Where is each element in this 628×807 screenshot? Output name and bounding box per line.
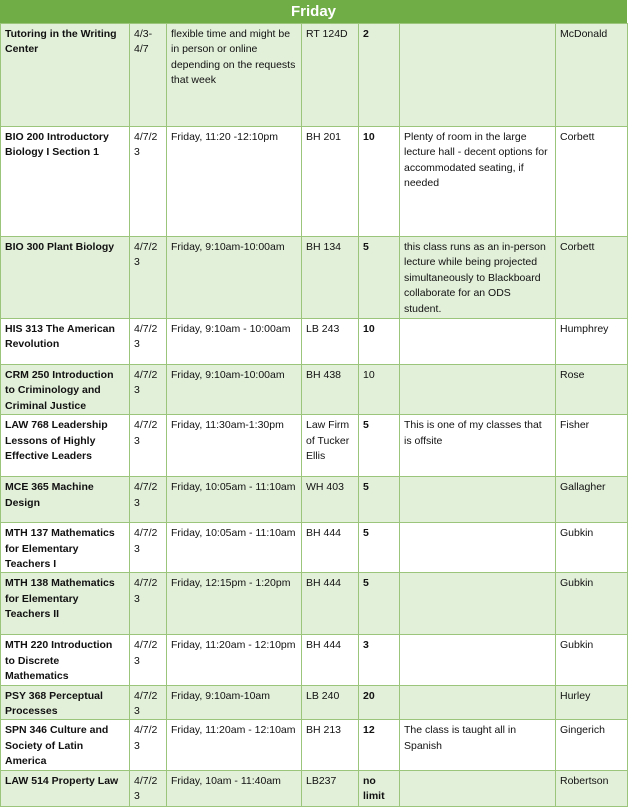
notes-cell xyxy=(400,24,556,127)
instructor-cell: Gubkin xyxy=(556,523,628,573)
date-cell: 4/7/23 xyxy=(130,365,167,415)
time-cell: Friday, 11:30am-1:30pm xyxy=(167,415,302,477)
course-cell: BIO 300 Plant Biology xyxy=(1,237,130,319)
course-cell: MTH 138 Mathematics for Elementary Teachers II xyxy=(1,573,130,635)
instructor-cell: Corbett xyxy=(556,127,628,237)
date-cell: 4/3-4/7 xyxy=(130,24,167,127)
date-cell: 4/7/23 xyxy=(130,477,167,523)
count-cell: 10 xyxy=(359,319,400,365)
instructor-cell: Fisher xyxy=(556,415,628,477)
table-row xyxy=(1,770,628,806)
schedule-body xyxy=(1,24,628,807)
notes-cell: this class runs as an in-person lecture while being projected simultaneously to Blackboard collaborate for an ODS student. xyxy=(400,237,556,319)
time-cell: Friday, 9:10am-10:00am xyxy=(167,365,302,415)
date-cell: 4/7/23 xyxy=(130,720,167,770)
course-cell: LAW 768 Leadership Lessons of Highly Effective Leaders xyxy=(1,415,130,477)
notes-cell xyxy=(400,770,556,806)
table-row xyxy=(1,477,628,523)
time-cell: Friday, 10am - 11:40am xyxy=(167,770,302,806)
room-cell: BH 444 xyxy=(302,635,359,685)
instructor-cell: Gallagher xyxy=(556,477,628,523)
course-cell: CRM 250 Introduction to Criminology and Criminal Justice xyxy=(1,365,130,415)
room-cell: WH 403 xyxy=(302,477,359,523)
course-cell: MTH 220 Introduction to Discrete Mathematics xyxy=(1,635,130,685)
time-cell: Friday, 10:05am - 11:10am xyxy=(167,523,302,573)
time-cell: Friday, 11:20am - 12:10am xyxy=(167,720,302,770)
instructor-cell: Corbett xyxy=(556,237,628,319)
date-cell: 4/7/23 xyxy=(130,415,167,477)
count-cell: 10 xyxy=(359,127,400,237)
time-cell: Friday, 11:20am - 12:10pm xyxy=(167,635,302,685)
table-row xyxy=(1,365,628,415)
table-row xyxy=(1,127,628,237)
instructor-cell: Gubkin xyxy=(556,573,628,635)
count-cell: 2 xyxy=(359,24,400,127)
table-row xyxy=(1,573,628,635)
date-cell: 4/7/23 xyxy=(130,319,167,365)
date-cell: 4/7/23 xyxy=(130,237,167,319)
room-cell: BH 213 xyxy=(302,720,359,770)
count-cell: 5 xyxy=(359,523,400,573)
day-header: Friday xyxy=(0,0,627,23)
table-row xyxy=(1,415,628,477)
date-cell: 4/7/23 xyxy=(130,685,167,720)
instructor-cell: Gubkin xyxy=(556,635,628,685)
time-cell: flexible time and might be in person or online depending on the requests that week xyxy=(167,24,302,127)
date-cell: 4/7/23 xyxy=(130,127,167,237)
count-cell: 5 xyxy=(359,477,400,523)
room-cell: LB237 xyxy=(302,770,359,806)
room-cell: LB 243 xyxy=(302,319,359,365)
course-cell: BIO 200 Introductory Biology I Section 1 xyxy=(1,127,130,237)
table-row xyxy=(1,523,628,573)
room-cell: RT 124D xyxy=(302,24,359,127)
time-cell: Friday, 10:05am - 11:10am xyxy=(167,477,302,523)
time-cell: Friday, 9:10am-10:00am xyxy=(167,237,302,319)
instructor-cell: McDonald xyxy=(556,24,628,127)
room-cell: BH 444 xyxy=(302,573,359,635)
notes-cell: This is one of my classes that is offsite xyxy=(400,415,556,477)
notes-cell xyxy=(400,635,556,685)
instructor-cell: Gingerich xyxy=(556,720,628,770)
room-cell: LB 240 xyxy=(302,685,359,720)
room-cell: BH 134 xyxy=(302,237,359,319)
notes-cell: The class is taught all in Spanish xyxy=(400,720,556,770)
notes-cell xyxy=(400,365,556,415)
course-cell: MTH 137 Mathematics for Elementary Teachers I xyxy=(1,523,130,573)
table-row xyxy=(1,319,628,365)
notes-cell xyxy=(400,573,556,635)
date-cell: 4/7/23 xyxy=(130,523,167,573)
course-cell: LAW 514 Property Law xyxy=(1,770,130,806)
course-cell: PSY 368 Perceptual Processes xyxy=(1,685,130,720)
instructor-cell: Robertson xyxy=(556,770,628,806)
course-cell: HIS 313 The American Revolution xyxy=(1,319,130,365)
room-cell: BH 438 xyxy=(302,365,359,415)
course-cell: Tutoring in the Writing Center xyxy=(1,24,130,127)
table-row xyxy=(1,635,628,685)
room-cell: Law Firm of Tucker Ellis xyxy=(302,415,359,477)
time-cell: Friday, 11:20 -12:10pm xyxy=(167,127,302,237)
notes-cell: Plenty of room in the large lecture hall - decent options for accommodated seating, if needed xyxy=(400,127,556,237)
room-cell: BH 444 xyxy=(302,523,359,573)
instructor-cell: Rose xyxy=(556,365,628,415)
count-cell: 12 xyxy=(359,720,400,770)
notes-cell xyxy=(400,685,556,720)
date-cell: 4/7/23 xyxy=(130,770,167,806)
notes-cell xyxy=(400,523,556,573)
count-cell: 10 xyxy=(359,365,400,415)
table-row xyxy=(1,24,628,127)
time-cell: Friday, 12:15pm - 1:20pm xyxy=(167,573,302,635)
count-cell: 20 xyxy=(359,685,400,720)
table-row xyxy=(1,720,628,770)
date-cell: 4/7/23 xyxy=(130,635,167,685)
date-cell: 4/7/23 xyxy=(130,573,167,635)
count-cell: no limit xyxy=(359,770,400,806)
schedule-table xyxy=(0,23,628,807)
instructor-cell: Hurley xyxy=(556,685,628,720)
course-cell: SPN 346 Culture and Society of Latin America xyxy=(1,720,130,770)
instructor-cell: Humphrey xyxy=(556,319,628,365)
count-cell: 5 xyxy=(359,573,400,635)
notes-cell xyxy=(400,319,556,365)
time-cell: Friday, 9:10am-10am xyxy=(167,685,302,720)
count-cell: 5 xyxy=(359,415,400,477)
time-cell: Friday, 9:10am - 10:00am xyxy=(167,319,302,365)
count-cell: 3 xyxy=(359,635,400,685)
table-row xyxy=(1,237,628,319)
room-cell: BH 201 xyxy=(302,127,359,237)
course-cell: MCE 365 Machine Design xyxy=(1,477,130,523)
notes-cell xyxy=(400,477,556,523)
count-cell: 5 xyxy=(359,237,400,319)
table-row xyxy=(1,685,628,720)
